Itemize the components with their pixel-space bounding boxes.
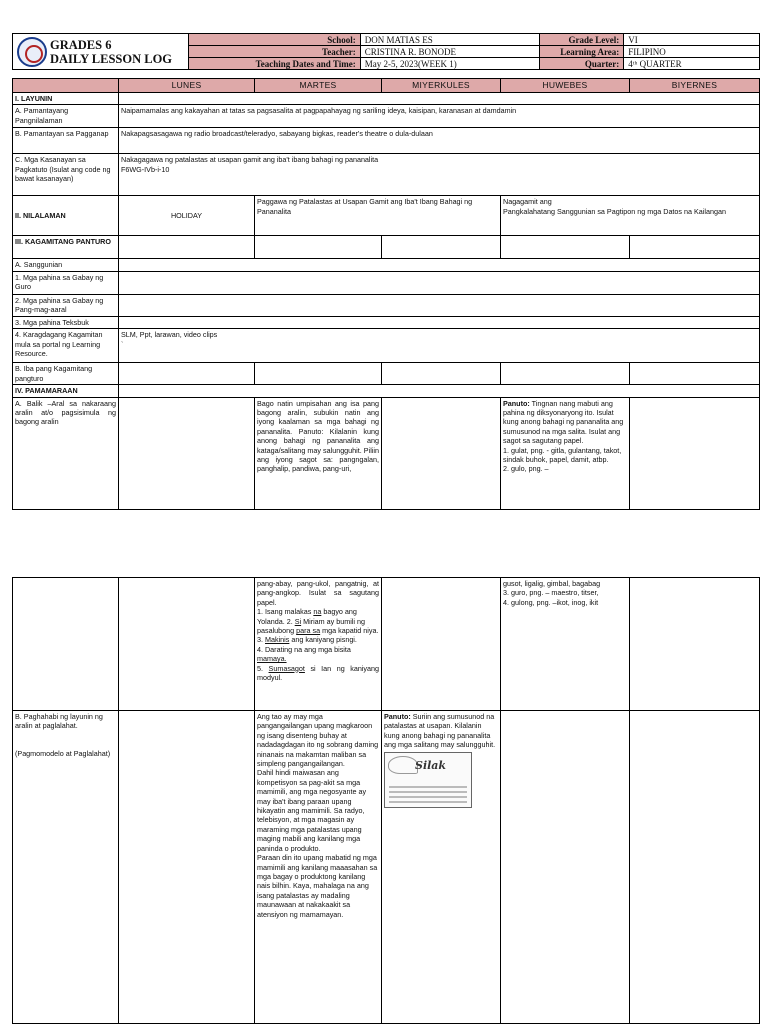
balik-aral-huwebes — [501, 397, 630, 509]
row-label-gabay-aaral: 2. Mga pahina sa Gabay ng Pang-mag-aaral — [13, 294, 119, 316]
row-label-karagdagang-kagamitan: 4. Karagdagang Kagamitan mula sa portal ng Learning Resource. — [13, 329, 119, 363]
teacher-value: CRISTINA R. BONODE — [360, 46, 540, 58]
balik-aral-martes-cont-text: pang-abay, pang-ukol, pangatnig, at pang-angkop. Isulat sa sagutang papel. — [257, 579, 379, 607]
paghahabi-label: B. Paghahabi ng layunin ng aralin at paglalahat. — [15, 712, 103, 731]
lesson-table-page2 — [12, 577, 760, 1024]
day-header-lunes: LUNES — [119, 79, 255, 93]
nilalaman-martes: Paggawa ng Patalastas at Usapan Gamit ang Iba't Ibang Bahagi ng Pananalita — [255, 196, 501, 236]
q2-underlined-2: para sa — [296, 626, 321, 636]
day-header-huwebes: HUWEBES — [501, 79, 630, 93]
dates-label: Teaching Dates and Time: — [189, 58, 361, 70]
paghahabi-miy-panuto: Panuto: — [384, 712, 411, 721]
q1-underlined: na — [313, 607, 322, 617]
ad-swirl-graphic — [388, 756, 418, 774]
q5-text: si Ian ng kaniyang modyul. — [257, 663, 380, 683]
row-label-iba-pang-kagamitan: B. Iba pang Kagamitang pangturo — [13, 363, 119, 385]
balik-aral-martes: Bago natin umpisahan ang isa pang bagong aralin, subukin natin ang iyong kaalaman sa mga bahagi ng pananalita. Panuto: Kilalanin kung anong bahagi ng pananalita ang kataga/salitang may salungguhit. Piliin ang iyong sagot sa: pangngalan, panghalip, pandiwa, pang-uri, — [255, 397, 382, 509]
area-label: Learning Area: — [540, 46, 624, 58]
school-value: DON MATIAS ES — [360, 34, 540, 46]
section-layunin: I. LAYUNIN — [13, 93, 119, 105]
layunin-blank — [119, 93, 760, 105]
ad-text-lines — [389, 783, 467, 806]
q1-text: 1. Isang malakas — [257, 607, 314, 617]
header-logo-box — [12, 33, 189, 70]
nilalaman-lunes-holiday: HOLIDAY — [119, 196, 255, 236]
paghahabi-martes-p2: Dahil hindi maiwasan ang kompetisyon sa pag-akit sa mga mamimili, ang mga negosyante ay may iba't ibang paraan upang hikayatin ang mamimili. Sa radyo, telebisyon, at mga magasin ay maraming mga patalastas upang maging mabili ang kanilang mga paninda o produkto. — [257, 768, 367, 853]
pamantayan-sa-pagganap-text: Nakapagsasagawa ng radio broadcast/teleradyo, sabayang bigkas, reader's theatre o dula-dulaan — [119, 128, 760, 154]
q2-underlined: Si — [294, 616, 302, 626]
balik-aral-huwebes-item1: 1. gulat, png. - gitla, gulantang, takot, sindak buhok, papel, damit, atbp. — [503, 445, 622, 465]
q2-text: Miriam ay bumili ng pasalubong — [257, 616, 366, 636]
quarter-value: 4ᵗʰ QUARTER — [624, 58, 760, 70]
row-label-pamantayan-sa-pagganap: B. Pamantayan sa Pagganap — [13, 128, 119, 154]
q5-underlined: Sumasagot — [268, 663, 305, 673]
huwebes-cont-line3: 4. gulong, png. –ikot, inog, ikit — [503, 597, 599, 607]
row-label-sanggunian: A. Sanggunian — [13, 259, 119, 271]
paghahabi-miyerkules — [382, 711, 501, 1024]
paghahabi-martes-p1: Ang tao ay may mga pangangailangan upang magkaroon ng isang disenteng buhay at nadadagdagan ito ng sobrang daming ninanais na makamtan maliban sa simpleng pangangailangan. — [257, 712, 379, 769]
day-header-martes: MARTES — [255, 79, 382, 93]
paghahabi-martes — [255, 711, 382, 1024]
school-label: School: — [189, 34, 361, 46]
balik-aral-huwebes-text: Tingnan nang mabuti ang pahina ng diksyonaryong ito. Isulat kung anong bahagi ng pananalita ang sumusunod na mga salita. Isulat ang sagot sa sagutang papel. — [503, 398, 624, 446]
header-title-line1: GRADES 6 — [50, 38, 112, 52]
lesson-header — [12, 33, 760, 70]
quiz-items-1-3 — [257, 607, 379, 645]
teacher-label: Teacher: — [189, 46, 361, 58]
row-label-kasanayan: C. Mga Kasanayan sa Pagkatuto (Isulat ang code ng bawat kasanayan) — [13, 154, 119, 196]
pagmomodelo-label: (Pagmomodelo at Paglalahat) — [15, 748, 111, 758]
balik-aral-martes-cont — [255, 578, 382, 711]
section-kagamitang-panturo: III. KAGAMITANG PANTURO — [13, 236, 119, 259]
karagdagang-kagamitan-text — [119, 329, 760, 363]
header-title-line2: DAILY LESSON LOG — [50, 52, 173, 66]
row-label-gabay-guro: 1. Mga pahina sa Gabay ng Guro — [13, 271, 119, 294]
corner-cell — [13, 79, 119, 93]
nilalaman-huwebes-line1: Nagagamit ang — [503, 197, 552, 207]
row-label-balik-aral: A. Balik –Aral sa nakaraang aralin at/o pagsisimula ng bagong aralin — [13, 397, 119, 509]
lesson-table-page1 — [12, 78, 760, 510]
karagdagang-kagamitan-line1: SLM, Ppt, larawan, video clips — [121, 330, 218, 340]
header-title — [50, 38, 172, 66]
nilalaman-huwebes — [501, 196, 760, 236]
quiz-item-4 — [257, 645, 379, 664]
row-label-pamantayang-pangnilalaman: A. Pamantayang Pangnilalaman — [13, 105, 119, 128]
day-header-miyerkules: MIYERKULES — [382, 79, 501, 93]
q3-underlined: Makinis — [265, 635, 290, 645]
balik-aral-huwebes-cont — [501, 578, 630, 711]
advertisement-image — [384, 752, 472, 808]
q4-text: 4. Darating na ang mga bisita — [257, 644, 351, 654]
paghahabi-martes-p3: Paraan din ito upang mabatid ng mga mamimili ang kanilang maaasahan sa mga bagay o produktong kanilang nais bilhin. Kaya, mahalaga na ang isang patalastas ay madaling maunawaan at nakakaakit sa atensiyon ng mamamayan. — [257, 853, 378, 919]
balik-aral-huwebes-item2: 2. gulo, png. – — [503, 464, 549, 474]
quarter-label: Quarter: — [540, 58, 624, 70]
huwebes-cont-line2: 3. guro, png. – maestro, titser, — [503, 588, 599, 598]
day-header-biyernes: BIYERNES — [630, 79, 760, 93]
q5-number: 5. — [257, 663, 269, 673]
nilalaman-huwebes-line2: Pangkalahatang Sanggunian sa Pagtipon ng mga Datos na Kailangan — [503, 206, 726, 216]
section-pamamaraan: IV. PAMAMARAAN — [13, 385, 119, 397]
q1-tail: bagyo ang Yolanda. 2. — [257, 607, 357, 626]
kasanayan-text-line1: Nakagagawa ng patalastas at usapan gamit ang iba't ibang bahagi ng pananalita — [121, 155, 379, 165]
q4-underlined: mamaya. — [257, 654, 287, 664]
row-label-paghahabi — [13, 711, 119, 1024]
huwebes-cont-line1: gusot, ligalig, gimbal, bagabag — [503, 579, 601, 588]
kasanayan-text — [119, 154, 760, 196]
q2-tail: mga kapatid niya. 3. — [257, 626, 379, 645]
area-value: FILIPINO — [624, 46, 760, 58]
ad-brand-text: Silak — [415, 758, 447, 772]
header-info-table — [188, 33, 760, 70]
row-label-teksbuk: 3. Mga pahina Teksbuk — [13, 316, 119, 328]
quiz-item-5 — [257, 664, 379, 683]
q3-text: ang kaniyang pisngi. — [289, 635, 357, 645]
grade-value: VI — [624, 34, 760, 46]
kasanayan-code: F6WG-IVb-i-10 — [121, 164, 170, 174]
balik-aral-huwebes-panuto: Panuto: — [503, 398, 530, 408]
karagdagang-kagamitan-line2: ` — [121, 339, 124, 349]
grade-label: Grade Level: — [540, 34, 624, 46]
deped-seal-icon — [17, 37, 47, 67]
pamantayang-pangnilalaman-text: Naipamamalas ang kakayahan at tatas sa pagsasalita at pagpapahayag ng sariling ideya, kaisipan, karanasan at damdamin — [119, 105, 760, 128]
paghahabi-miy-text: Suriin ang sumusunod na patalastas at usapan. Kilalanin kung anong bahagi ng pananalita ang mga salitang may salungguhit. — [384, 712, 496, 750]
dates-value: May 2-5, 2023(WEEK 1) — [360, 58, 540, 70]
section-nilalaman: II. NILALAMAN — [13, 196, 119, 236]
